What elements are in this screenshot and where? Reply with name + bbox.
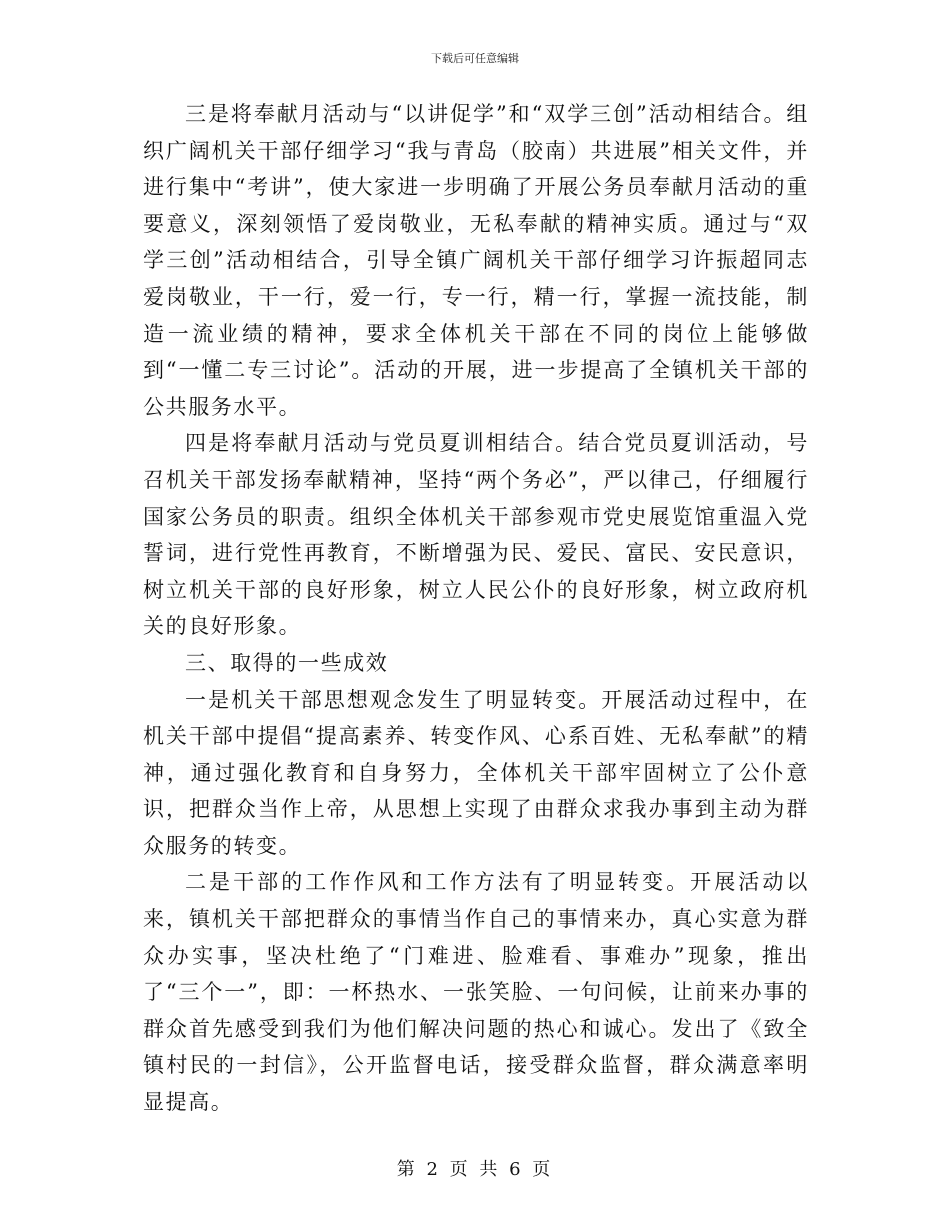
paragraph-point-three: 三是将奉献月活动与“以讲促学”和“双学三创”活动相结合。组织广阔机关干部仔细学习“我与青岛（胶南）共进展”相关文件，并进行集中“考讲”，使大家进一步明确了开展公务员奉献月活动的重要意义，深刻领悟了爱岗敬业，无私奉献的精神实质。通过与“双学三创”活动相结合，引导全镇广阔机关干部仔细学习许振超同志爱岗敬业，干一行，爱一行，专一行，精一行，掌握一流技能，制造一流业绩的精神，要求全体机关干部在不同的岗位上能够做到“一懂二专三讨论”。活动的开展，进一步提高了全镇机关干部的公共服务水平。	[143, 102, 809, 419]
page-header: 下载后可任意编辑	[431, 52, 519, 65]
document-body	[143, 96, 809, 1121]
paragraph-result-two: 二是干部的工作作风和工作方法有了明显转变。开展活动以来，镇机关干部把群众的事情当作自己的事情来办，真心实意为群众办实事，坚决杜绝了“门难进、脸难看、事难办”现象，推出了“三个一”，即：一杯热水、一张笑脸、一句问候，让前来办事的群众首先感受到我们为他们解决问题的热心和诚心。发出了《致全镇村民的一封信》，公开监督电话，接受群众监督，群众满意率明显提高。	[143, 870, 809, 1115]
page-number: 第 2 页 共 6 页	[396, 1159, 554, 1180]
section-heading-results: 三、取得的一些成效	[185, 650, 389, 675]
paragraph-result-one: 一是机关干部思想观念发生了明显转变。开展活动过程中，在机关干部中提倡“提高素养、转变作风、心系百姓、无私奉献”的精神，通过强化教育和自身努力，全体机关干部牢固树立了公仆意识，把群众当作上帝，从思想上实现了由群众求我办事到主动为群众服务的转变。	[143, 687, 809, 858]
paragraph-point-four: 四是将奉献月活动与党员夏训相结合。结合党员夏训活动，号召机关干部发扬奉献精神，坚持“两个务必”，严以律己，仔细履行国家公务员的职责。组织全体机关干部参观市党史展览馆重温入党誓词，进行党性再教育，不断增强为民、爱民、富民、安民意识，树立机关干部的良好形象，树立人民公仆的良好形象，树立政府机关的良好形象。	[143, 431, 809, 639]
